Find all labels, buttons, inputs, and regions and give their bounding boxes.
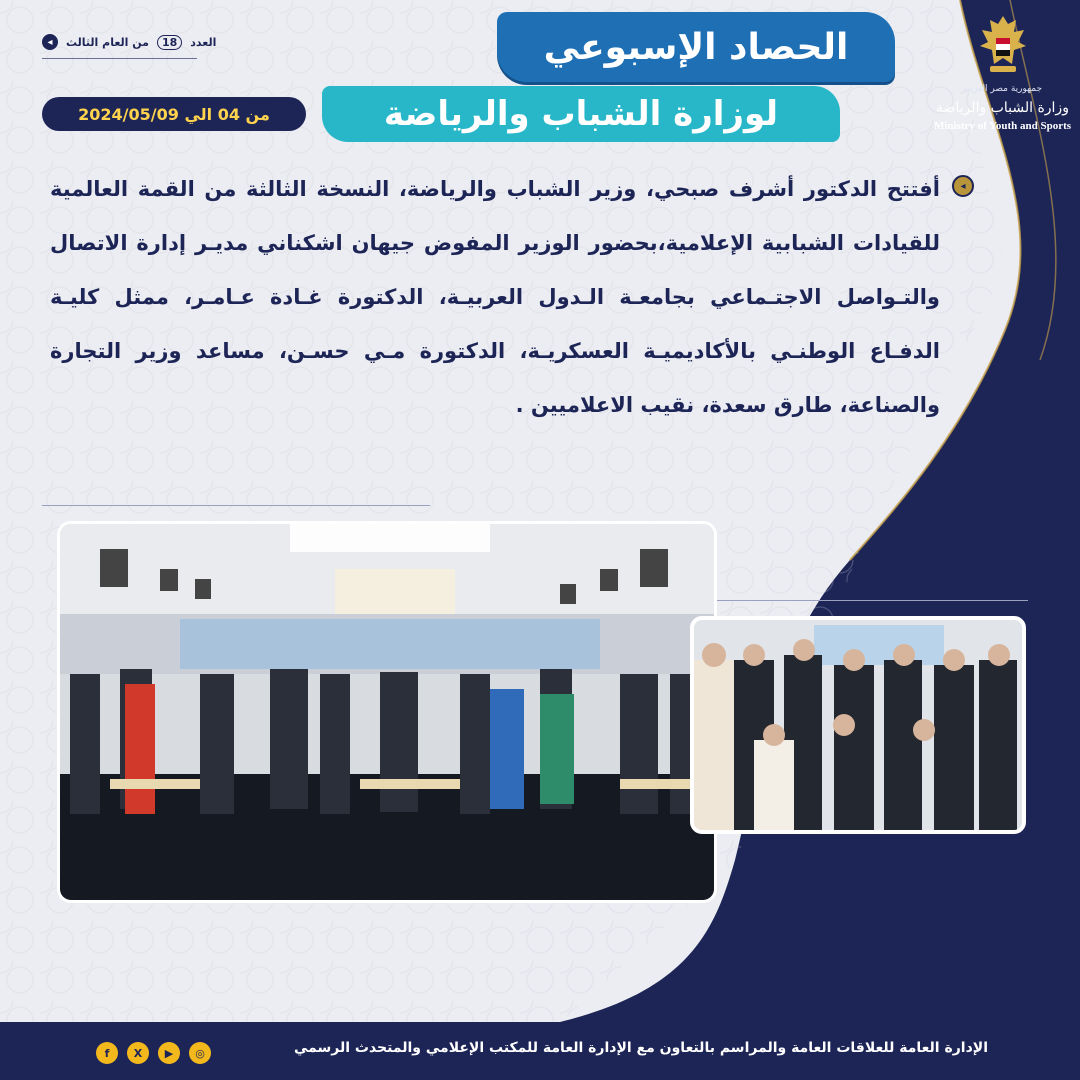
weekly-harvest-title: الحصاد الإسبوعي — [497, 12, 895, 82]
country-name-ar: جمهورية مصر العربية — [962, 84, 1043, 94]
ministry-subtitle: لوزارة الشباب والرياضة — [322, 86, 840, 142]
group-illustration — [694, 620, 1022, 830]
photo-frame-line — [42, 505, 430, 506]
arrow-left-icon: ◂ — [42, 34, 58, 50]
issue-number: 18 — [157, 35, 182, 50]
eagle-emblem-icon — [978, 12, 1028, 78]
facebook-icon[interactable]: f — [96, 1042, 118, 1064]
group-photo — [690, 616, 1026, 834]
news-paragraph: أفتتح الدكتور أشرف صبحي، وزير الشباب والرياضة، النسخة الثالثة من القمة العالمية للقيادات الشبابية الإعلامية،بحضور الوزير المفوض جيهان اشكناني مديـر إدارة الاتصال والتـواصل الاجتـماعي بجامعـة الـدول العربيـة، الدكتورة غـادة عـامـر، ممثل كليـة الدفـاع الوطنـي بالأكاديميـة العسكريـة، الدكتورة مـي حسـن، مساعد وزير التجارة والصناعة، طارق سعدة، نقيب الاعلاميين . — [50, 177, 940, 417]
ministry-name-ar: وزارة الشباب والرياضة — [936, 100, 1069, 116]
issue-suffix: من العام الثالث — [66, 35, 149, 49]
instagram-icon[interactable]: ◎ — [189, 1042, 211, 1064]
footer-credits: الإدارة العامة للعلاقات العامة والمراسم بالتعاون مع الإدارة العامة للمكتب الإعلامي والمتحدث الرسمي — [293, 1040, 988, 1056]
issue-info — [42, 28, 232, 56]
photo-frame-line-small — [676, 600, 1028, 601]
hall-illustration — [60, 524, 717, 903]
issue-prefix: العدد — [190, 35, 217, 49]
ministry-name-en: Ministry of Youth and Sports — [933, 120, 1072, 132]
event-hall-photo — [57, 521, 717, 903]
x-icon[interactable]: X — [127, 1042, 149, 1064]
issue-divider — [42, 58, 197, 59]
ministry-logo — [930, 8, 1075, 148]
bullet-arrow-icon: ◂ — [952, 175, 974, 197]
date-range-badge: من 04 الي 2024/05/09 — [42, 97, 306, 131]
youtube-icon[interactable]: ▶ — [158, 1042, 180, 1064]
